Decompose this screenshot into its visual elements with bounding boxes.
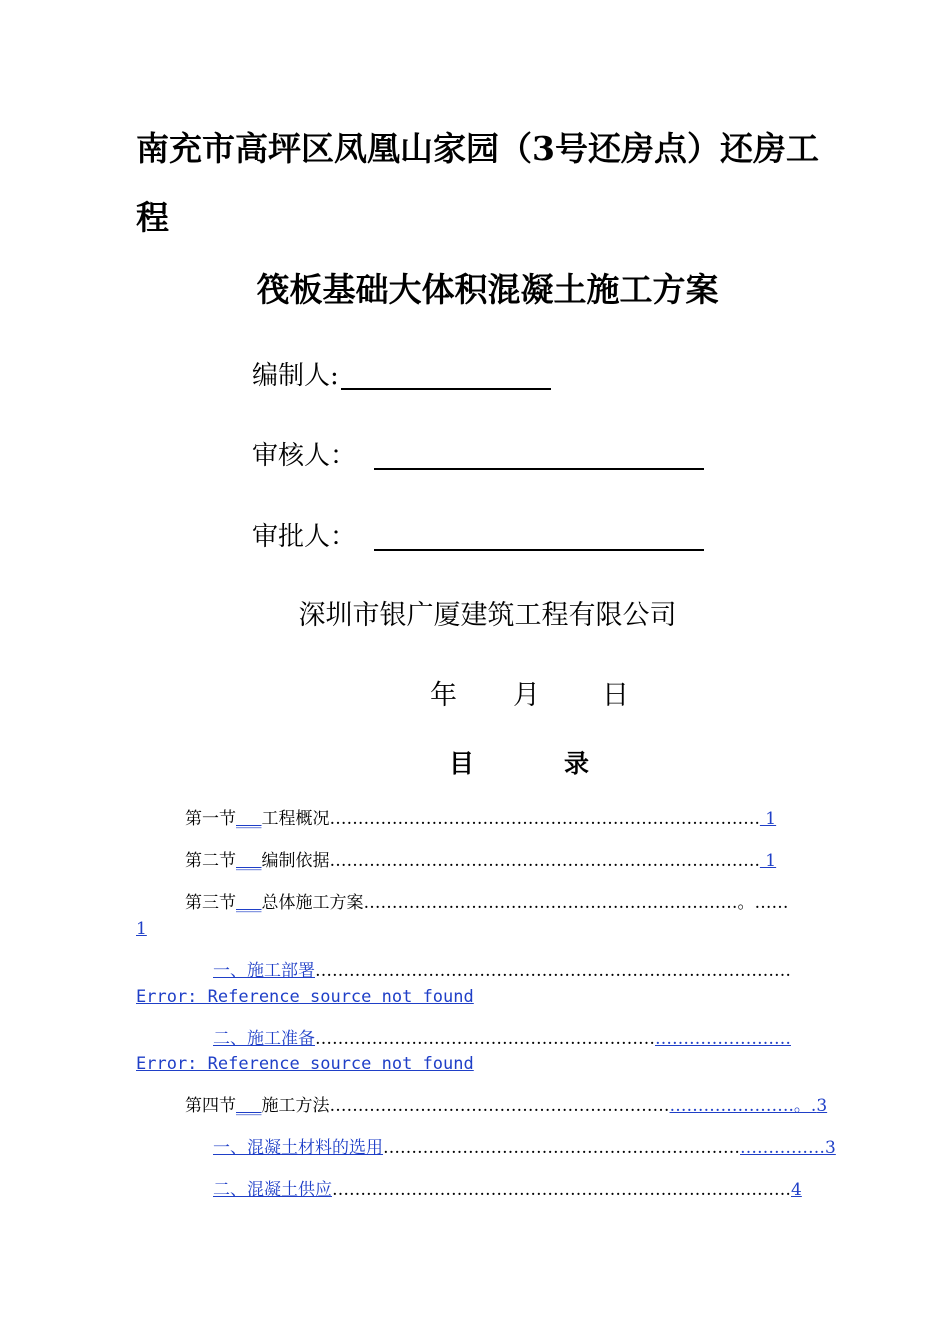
toc-page-number[interactable]: 4 (791, 1180, 802, 1200)
toc-dot-leader: ……………………………………………………………………… (332, 1180, 791, 1200)
toc-heading (449, 744, 589, 784)
date-month-label: 月 (513, 680, 540, 711)
approver-signature-row (252, 517, 704, 557)
toc-gap: ___ (236, 1096, 262, 1116)
toc-dot-leader: ………………………………………………………………… (329, 809, 755, 829)
toc-entry-title: 总体施工方案 (261, 893, 364, 913)
toc-page-number[interactable]: 3 (816, 1096, 828, 1116)
toc-entry[interactable] (213, 1028, 791, 1050)
toc-heading-part1: 目 (449, 749, 475, 778)
toc-gap: ___ (236, 893, 262, 913)
toc-dot-leader: …………………………………………………… (315, 1029, 655, 1049)
toc-entry-title[interactable]: 一、混凝土材料的选用 (213, 1138, 383, 1158)
reviewer-signature-line (374, 440, 704, 470)
toc-section-number: 第一节 (185, 809, 236, 829)
toc-dot-leader: ………………………………………………………… (363, 893, 738, 913)
toc-dot-leader-link[interactable]: ………………….。. (669, 1096, 817, 1116)
date-year-label: 年 (430, 680, 457, 711)
editor-signature-line (341, 360, 551, 390)
document-title-line2: 程 (136, 198, 169, 237)
approver-label: 审批人： (252, 522, 357, 552)
date-day-label: 日 (602, 680, 629, 711)
toc-page-number[interactable]: 1 (759, 809, 777, 829)
toc-entry-title[interactable]: 二、混凝土供应 (213, 1180, 332, 1200)
toc-dot-leader-link[interactable]: …………………… (655, 1029, 791, 1049)
toc-page-number[interactable]: 1 (136, 919, 147, 939)
toc-dot-leader: …………………………………………………… (329, 1096, 670, 1116)
toc-dot-leader-link[interactable]: …………… (740, 1138, 825, 1158)
editor-label: 编制人: (252, 361, 339, 391)
toc-entry-title: 施工方法 (261, 1096, 330, 1116)
toc-entry-title: 工程概况 (261, 809, 330, 829)
toc-section-number: 第四节 (185, 1096, 236, 1116)
toc-entry[interactable] (213, 1179, 802, 1201)
approver-signature-line (374, 521, 704, 551)
company-name: 深圳市银广厦建筑工程有限公司 (298, 600, 677, 631)
reviewer-signature-row (252, 436, 704, 476)
toc-entry[interactable] (185, 850, 776, 872)
toc-entry-title[interactable]: 一、施工部署 (213, 961, 315, 981)
toc-dot-leader: ………………………………………………………………… (329, 851, 755, 871)
toc-entry-page-wrap[interactable] (136, 918, 147, 940)
document-subtitle: 筏板基础大体积混凝土施工方案 (256, 270, 719, 309)
toc-dot-leader: ………………………………………………………………………… (315, 961, 791, 981)
toc-error-reference[interactable]: Error: Reference source not found (136, 1054, 474, 1074)
editor-signature-row (252, 356, 551, 396)
toc-section-number: 第三节 (185, 893, 236, 913)
toc-section-number: 第二节 (185, 851, 236, 871)
toc-gap: ___ (236, 809, 262, 829)
reviewer-label: 审核人： (252, 441, 357, 471)
toc-dot-leader-tail: 。…… (737, 893, 789, 913)
toc-error-reference[interactable]: Error: Reference source not found (136, 987, 474, 1007)
document-title-line1: 南充市高坪区凤凰山家园（3号还房点）还房工 (136, 129, 819, 168)
toc-gap: ___ (236, 851, 262, 871)
toc-heading-part2: 录 (564, 749, 590, 778)
toc-dot-leader: ……………………………………………………… (383, 1138, 740, 1158)
toc-entry[interactable] (185, 1095, 827, 1117)
date-row (430, 676, 629, 716)
toc-page-number[interactable]: 3 (825, 1138, 836, 1158)
toc-entry[interactable] (213, 1137, 836, 1159)
toc-dot-leader-tail: . (754, 851, 760, 871)
toc-entry[interactable] (185, 808, 776, 830)
toc-entry[interactable] (185, 892, 789, 914)
toc-entry[interactable] (213, 960, 791, 982)
toc-page-number[interactable]: 1 (759, 851, 777, 871)
toc-entry-title[interactable]: 二、施工准备 (213, 1029, 315, 1049)
toc-entry-title: 编制依据 (261, 851, 330, 871)
toc-dot-leader-tail: . (754, 809, 760, 829)
